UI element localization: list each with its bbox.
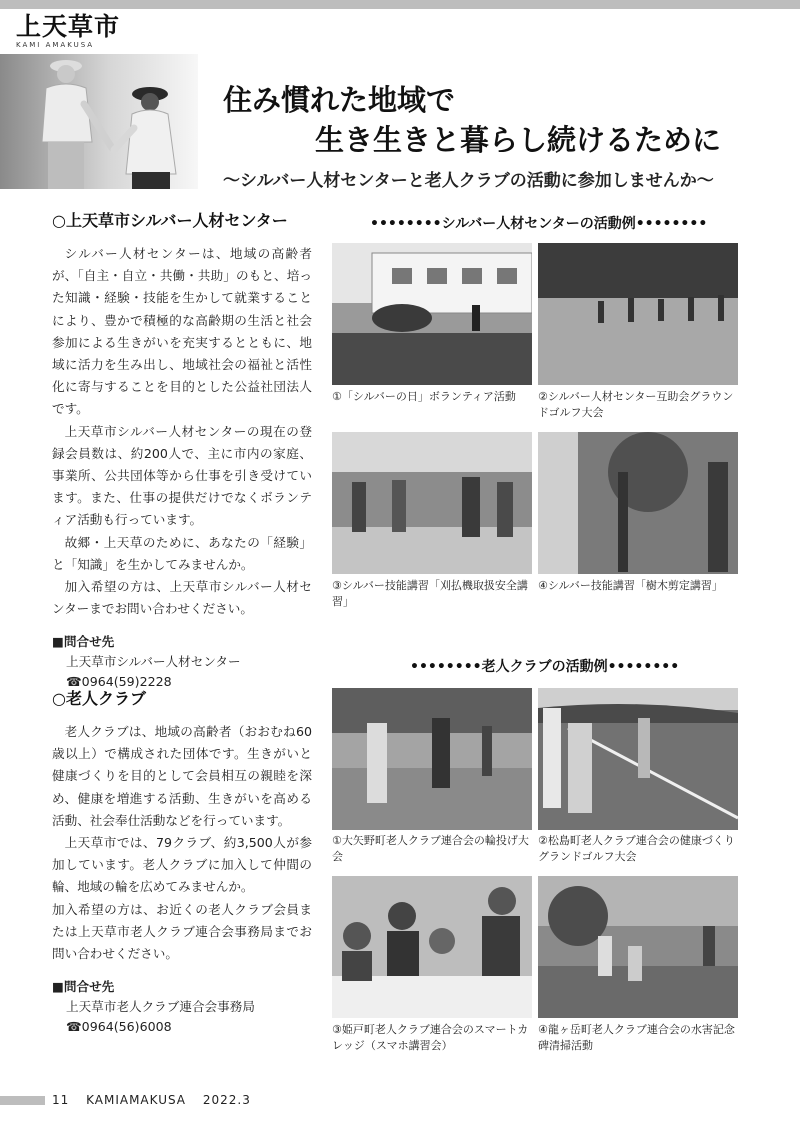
club-paragraph-1: 老人クラブは、地域の高齢者（おおむね60歳以上）で構成された団体です。生きがいと健康づくりを目的として会員相互の親睦を深め、健康を増進する活動、生きがいを高める活動、社会奉仕活動などを行っています。	[52, 724, 312, 828]
photo-ground-golf	[538, 243, 738, 385]
logo-text: 上天草市	[16, 12, 121, 41]
photo-volunteer-activity	[332, 243, 532, 385]
silver-paragraph-2: 上天草市シルバー人材センターの現在の登録会員数は、約200人で、主に市内の家庭、事業所、公共団体等から仕事を引き受けています。また、仕事の提供だけでなくボランティア活動も行っています。	[52, 423, 312, 528]
photo-smartphone-class	[332, 876, 532, 1018]
club-paragraph-2: 上天草市では、79クラブ、約3,500人が参加しています。老人クラブに加入して仲間の輪、地域の輪を広めてみませんか。	[52, 835, 312, 895]
silver-center-title: ○上天草市シルバー人材センター	[52, 211, 288, 230]
page-footer	[0, 1093, 800, 1109]
photo-ring-toss	[332, 688, 532, 830]
silver-contact	[52, 632, 312, 692]
footer-bar	[0, 1096, 45, 1105]
club-paragraph-3: 加入希望の方は、お近くの老人クラブ会員または上天草市老人クラブ連合会事務局までお問い合わせください。	[52, 901, 312, 962]
silver-center-section	[52, 208, 312, 692]
city-logo	[16, 14, 146, 54]
silver-contact-tel: ☎0964(59)2228	[66, 674, 172, 690]
top-bar	[0, 0, 800, 9]
caption-club-3: ③姫戸町老人クラブ連合会のスマートカレッジ（スマホ講習会）	[332, 1023, 529, 1052]
headline	[215, 80, 775, 191]
elderly-couple-photo	[0, 54, 198, 189]
logo-subtext: KAMI AMAKUSA	[16, 41, 95, 49]
caption-silver-2: ②シルバー人材センター互助会グラウンドゴルフ大会	[538, 390, 734, 419]
footer-text	[52, 1093, 263, 1107]
club-contact-tel: ☎0964(56)6008	[66, 1019, 172, 1035]
magazine-name: KAMIAMAKUSA	[86, 1093, 187, 1107]
headline-line-2: 生き生きと暮らし続けるために	[315, 123, 722, 157]
caption-club-2: ②松島町老人クラブ連合会の健康づくりグランドゴルフ大会	[538, 834, 735, 863]
silver-contact-heading: ■問合せ先	[52, 634, 115, 650]
headline-line-1: 住み慣れた地域で	[223, 83, 456, 117]
photo-tree-pruning	[538, 432, 738, 574]
silver-paragraph-3: 故郷・上天草のために、あなたの「経験」と「知識」を生かしてみませんか。	[52, 534, 312, 572]
silver-paragraph-1: シルバー人材センターは、地域の高齢者が、「自主・自立・共働・共助」のもと、培った知識・経験・技能を生かして就業することにより、豊かで積極的な高齢期の生活と社会参加による生きがいを充実するとともに、地域に活力を生み出し、地域社会の福祉と活性化に寄与することを目的とした公益社団法人です。	[52, 246, 312, 417]
photo-brushcutter-course	[332, 432, 532, 574]
caption-silver-4: ④シルバー技能講習「樹木剪定講習」	[538, 579, 723, 592]
club-contact	[52, 977, 312, 1037]
club-contact-heading: ■問合せ先	[52, 979, 115, 995]
headline-subtitle: 〜シルバー人材センターと老人クラブの活動に参加しませんか〜	[223, 171, 714, 191]
club-examples-title: ••••••••老人クラブの活動例••••••••	[410, 659, 680, 675]
senior-club-section	[52, 686, 312, 1037]
silver-examples-title: ••••••••シルバー人材センターの活動例••••••••	[370, 216, 708, 232]
issue-date: 2022.3	[202, 1093, 251, 1107]
photo-monument-cleaning	[538, 876, 738, 1018]
silver-contact-name: 上天草市シルバー人材センター	[66, 654, 241, 670]
photo-ground-golf-health	[538, 688, 738, 830]
page-number: 11	[52, 1093, 70, 1107]
caption-silver-1: ①「シルバーの日」ボランティア活動	[332, 390, 516, 403]
caption-club-1: ①大矢野町老人クラブ連合会の輪投げ大会	[332, 834, 529, 863]
senior-club-title: ○老人クラブ	[52, 689, 146, 708]
club-contact-name: 上天草市老人クラブ連合会事務局	[66, 999, 255, 1015]
silver-paragraph-4: 加入希望の方は、上天草市シルバー人材センターまでお問い合わせください。	[52, 579, 312, 617]
caption-silver-3: ③シルバー技能講習「刈払機取扱安全講習」	[332, 579, 528, 608]
caption-club-4: ④龍ヶ岳町老人クラブ連合会の水害記念碑清掃活動	[538, 1023, 735, 1052]
